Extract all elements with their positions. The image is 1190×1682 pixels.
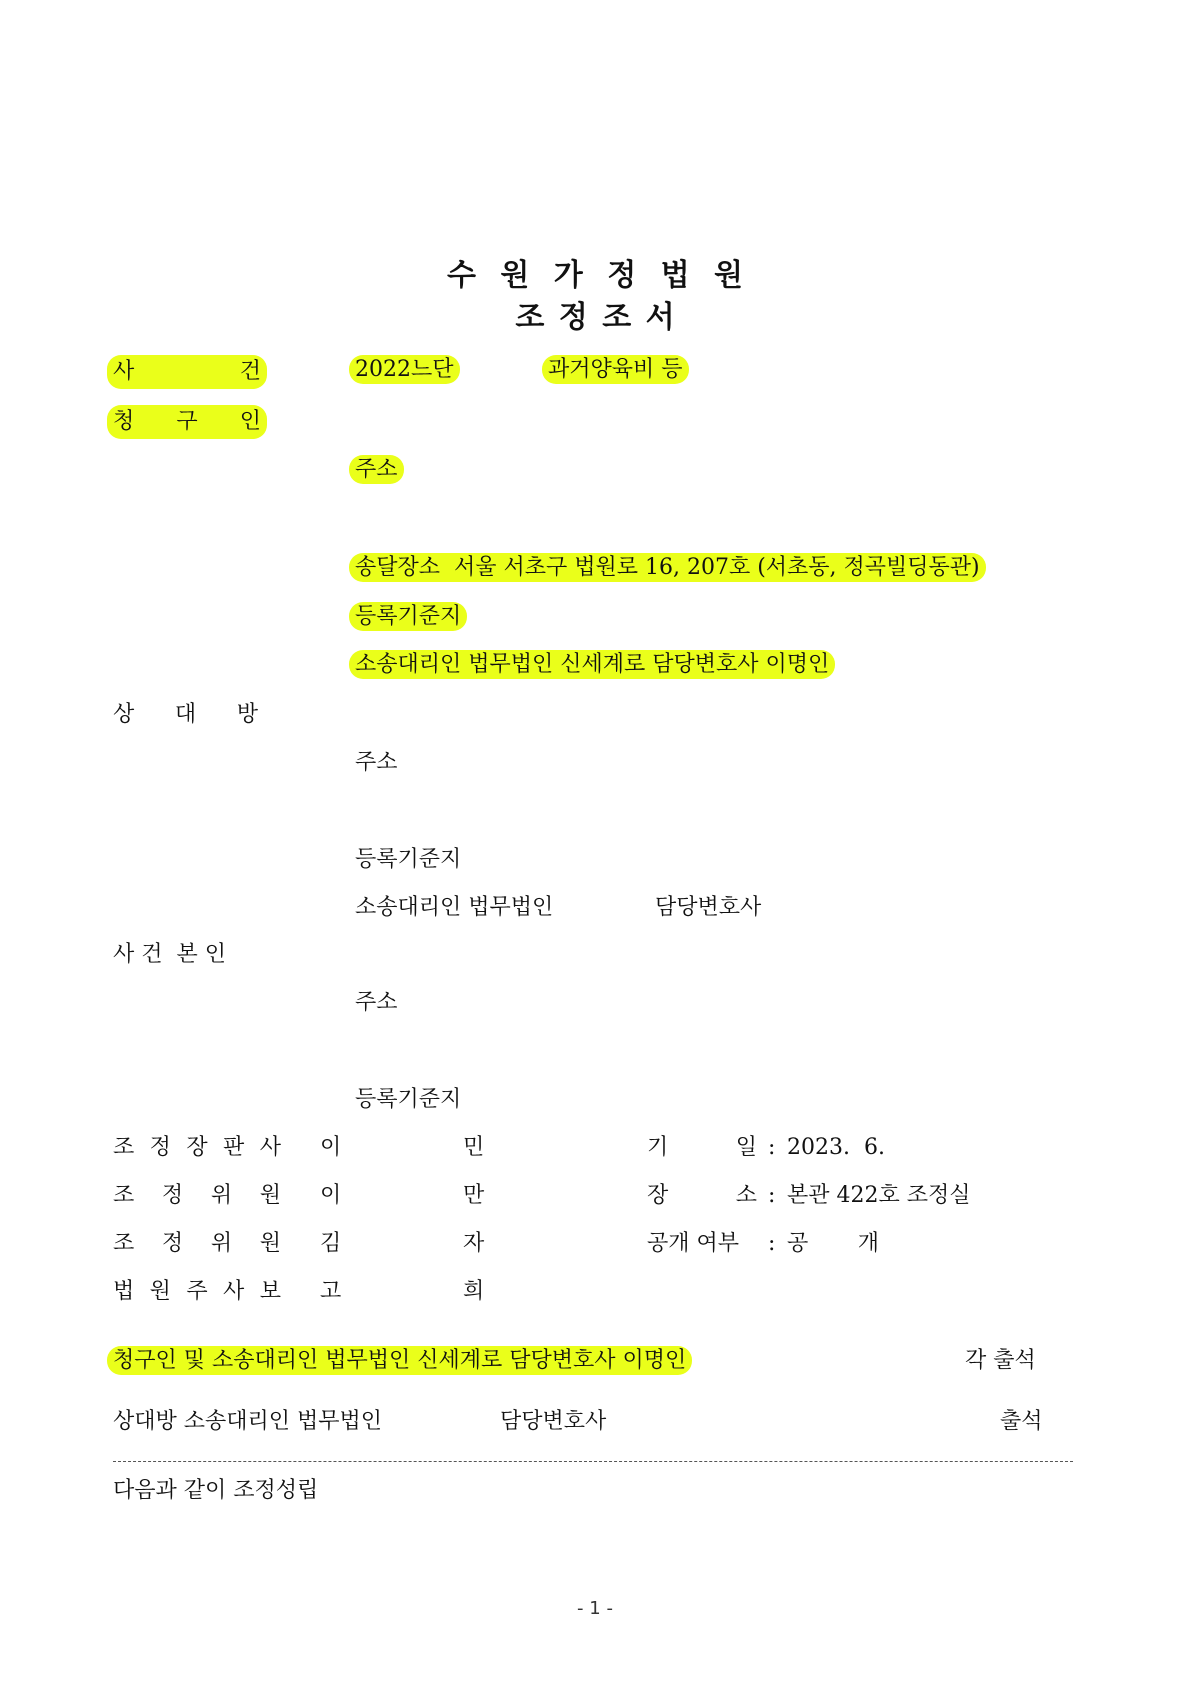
conclusion-text: 다음과 같이 조정성립 bbox=[113, 1478, 319, 1503]
official-given-name: 민 bbox=[463, 1135, 485, 1160]
claimant-label: 청 구 인 bbox=[113, 405, 261, 439]
attendance-respondent-status: 출석 bbox=[1000, 1409, 1043, 1434]
official-given-name: 희 bbox=[463, 1279, 485, 1304]
official-given-name: 자 bbox=[463, 1231, 485, 1256]
official-title-mediator-1: 조 정 위 원 bbox=[113, 1183, 281, 1208]
official-surname: 이 bbox=[320, 1135, 342, 1160]
respondent-address-label: 주소 bbox=[355, 750, 398, 775]
session-place-value: 본관 422호 조정실 bbox=[787, 1183, 971, 1208]
session-public-label: 공개 여부 bbox=[647, 1231, 740, 1256]
claimant-address-label: 주소 bbox=[355, 455, 404, 485]
case-label: 사 건 bbox=[113, 355, 261, 389]
official-given-name: 만 bbox=[463, 1183, 485, 1208]
document-title: 조 정 조 서 bbox=[515, 300, 675, 335]
official-title-mediator-2: 조 정 위 원 bbox=[113, 1231, 281, 1256]
session-date-value: 2023. 6. bbox=[787, 1135, 885, 1160]
session-public-value: 공 개 bbox=[787, 1231, 879, 1256]
attendance-respondent-lawyer: 담당변호사 bbox=[500, 1409, 607, 1434]
official-surname: 고 bbox=[320, 1279, 342, 1304]
case-name: 과거양육비 등 bbox=[548, 355, 689, 385]
page-number: - 1 - bbox=[577, 1598, 613, 1619]
respondent-label: 상 대 방 bbox=[113, 702, 258, 727]
session-place-label: 장 소 bbox=[647, 1183, 757, 1208]
claimant-attorney: 소송대리인 법무법인 신세계로 담당변호사 이명인 bbox=[355, 650, 835, 680]
dashed-divider bbox=[113, 1461, 1073, 1462]
session-colon: : bbox=[768, 1183, 776, 1208]
case-number: 2022느단 bbox=[355, 355, 460, 385]
official-surname: 이 bbox=[320, 1183, 342, 1208]
attendance-claimant-status: 각 출석 bbox=[965, 1348, 1036, 1373]
official-title-court-clerk: 법 원 주 사 보 bbox=[113, 1279, 281, 1304]
subject-registry-label: 등록기준지 bbox=[355, 1087, 462, 1112]
session-colon: : bbox=[768, 1231, 776, 1256]
court-name: 수 원 가 정 법 원 bbox=[446, 258, 744, 293]
attendance-respondent-firm: 상대방 소송대리인 법무법인 bbox=[113, 1409, 383, 1434]
respondent-attorney-lawyer: 담당변호사 bbox=[655, 895, 762, 920]
claimant-service-address: 송달장소 서울 서초구 법원로 16, 207호 (서초동, 정곡빌딩동관) bbox=[355, 553, 986, 583]
session-date-label: 기 일 bbox=[647, 1135, 757, 1160]
session-colon: : bbox=[768, 1135, 776, 1160]
subject-label: 사 건 본 인 bbox=[113, 942, 226, 967]
respondent-registry-label: 등록기준지 bbox=[355, 847, 462, 872]
claimant-registry-label: 등록기준지 bbox=[355, 602, 467, 632]
official-title-presiding-judge: 조 정 장 판 사 bbox=[113, 1135, 281, 1160]
attendance-claimant: 청구인 및 소송대리인 법무법인 신세계로 담당변호사 이명인 bbox=[113, 1346, 692, 1376]
subject-address-label: 주소 bbox=[355, 990, 398, 1015]
respondent-attorney-firm: 소송대리인 법무법인 bbox=[355, 895, 554, 920]
official-surname: 김 bbox=[320, 1231, 342, 1256]
